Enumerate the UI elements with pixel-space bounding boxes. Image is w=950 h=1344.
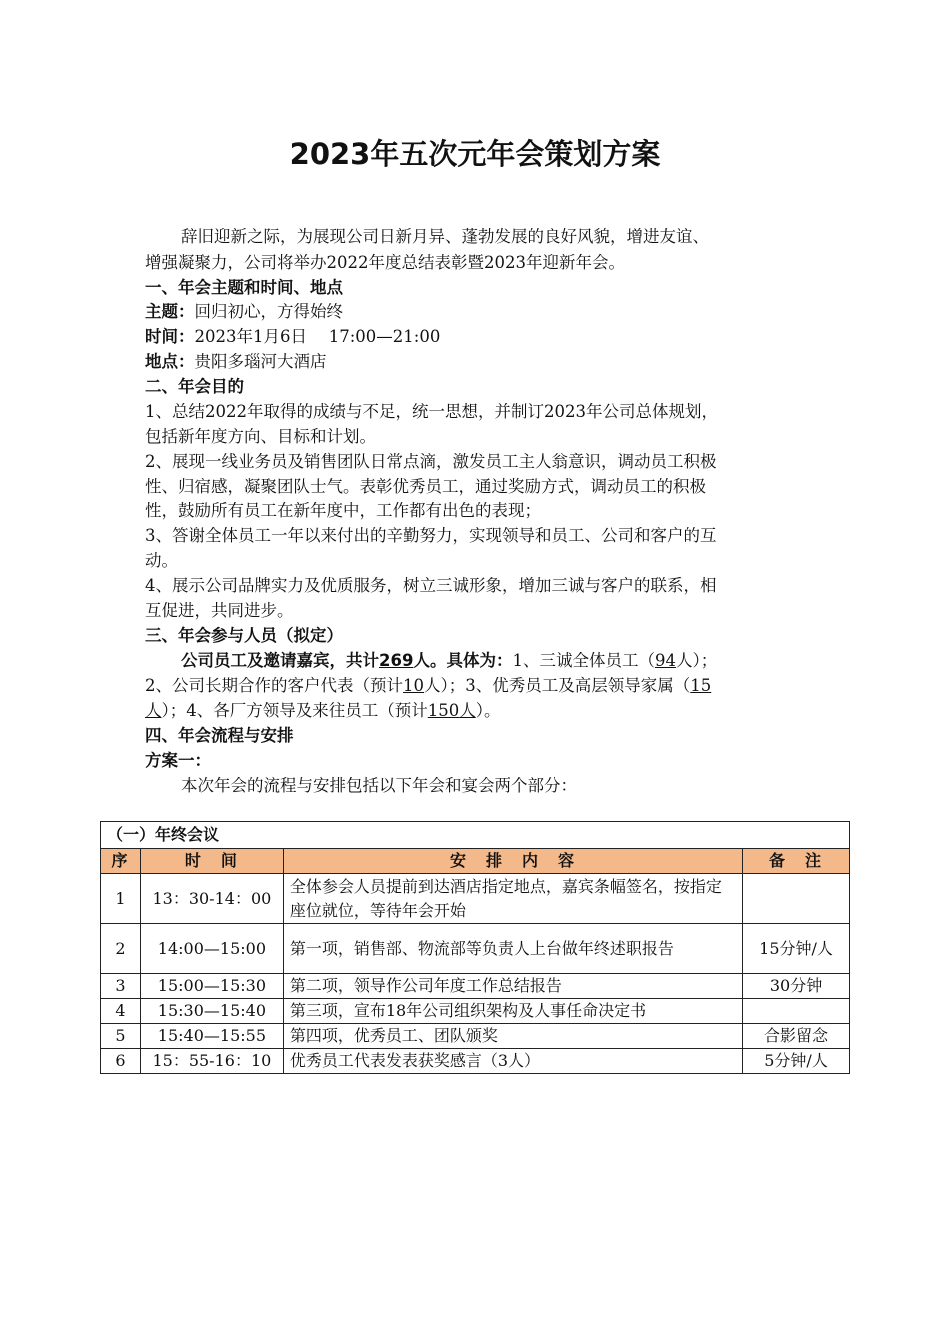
- table-row: [101, 999, 850, 1024]
- cell-time: 15:00—15:30: [140, 974, 283, 999]
- cell-no: 4: [101, 999, 141, 1024]
- participants-item-4b: ）。: [475, 701, 501, 720]
- place-value: 贵阳多瑙河大酒店: [194, 352, 327, 371]
- participants-bold-prefix: 公司员工及邀请嘉宾，共计: [181, 651, 379, 670]
- cell-time: 15：55-16：10: [140, 1049, 283, 1074]
- cell-note: [743, 999, 850, 1024]
- cell-no: 6: [101, 1049, 141, 1074]
- cell-time: 13：30-14：00: [140, 874, 283, 924]
- participants-item-1b: 人）；: [675, 651, 718, 670]
- cell-time: 14:00—15:00: [140, 924, 283, 974]
- cell-content: 全体参会人员提前到达酒店指定地点，嘉宾条幅签名，按指定座位就位，等待年会开始: [283, 874, 742, 924]
- participants-item-2b: 人）；3、优秀员工及高层领导家属（: [424, 676, 691, 695]
- place-label: 地点：: [145, 352, 195, 371]
- cell-no: 3: [101, 974, 141, 999]
- participants-count-2: 10: [403, 676, 424, 695]
- cell-time: 15:40—15:55: [140, 1024, 283, 1049]
- section-2-heading: 二、年会目的: [145, 377, 244, 396]
- table-row: [101, 924, 850, 974]
- purpose-line: 2、展现一线业务员及销售团队日常点滴，激发员工主人翁意识，调动员工积极: [145, 452, 717, 471]
- participants-bold-mid: 人。具体为：: [413, 651, 513, 670]
- plan-label: 方案一：: [145, 751, 211, 770]
- schedule-table: [100, 821, 850, 1074]
- table-row: [101, 1024, 850, 1049]
- table-row: [101, 874, 850, 924]
- participants-count-1: 94: [654, 651, 676, 670]
- participants-item-1a: 1、三诚全体员工（: [512, 651, 655, 670]
- cell-note: 30分钟: [743, 974, 850, 999]
- purpose-line: 1、总结2022年取得的成绩与不足，统一思想，并制订2023年公司总体规划，: [145, 402, 718, 421]
- cell-note: [743, 874, 850, 924]
- cell-time: 15:30—15:40: [140, 999, 283, 1024]
- purpose-line: 性、归宿感，凝聚团队士气。表彰优秀员工，通过奖励方式，调动员工的积极: [145, 477, 706, 496]
- purpose-line: 动。: [145, 551, 178, 570]
- participants-unit-4: 人: [459, 701, 476, 720]
- header-no: 序: [101, 849, 141, 874]
- place-line: [145, 350, 327, 374]
- participants-line-3: [145, 699, 501, 723]
- purpose-line: 包括新年度方向、目标和计划。: [145, 427, 376, 446]
- cell-note: 15分钟/人: [743, 924, 850, 974]
- table-row: [101, 974, 850, 999]
- participants-unit-3: 人: [145, 701, 162, 720]
- purpose-line: 性，鼓励所有员工在新年度中，工作都有出色的表现；: [145, 501, 541, 520]
- page-title: 2023年五次元年会策划方案: [289, 137, 661, 171]
- header-time: 时 间: [140, 849, 283, 874]
- cell-content: 第二项，领导作公司年度工作总结报告: [283, 974, 742, 999]
- section-1-heading: 一、年会主题和时间、地点: [145, 278, 343, 297]
- participants-count-4: 150: [427, 701, 460, 720]
- time-value: 2023年1月6日 17:00—21:00: [194, 327, 441, 346]
- cell-content: 第四项，优秀员工、团队颁奖: [283, 1024, 742, 1049]
- intro-line-2: 增强凝聚力，公司将举办2022年度总结表彰暨2023年迎新年会。: [145, 253, 625, 272]
- purpose-line: 互促进，共同进步。: [145, 601, 294, 620]
- cell-note: 合影留念: [743, 1024, 850, 1049]
- purpose-line: 3、答谢全体员工一年以来付出的辛勤努力，实现领导和员工、公司和客户的互: [145, 526, 717, 545]
- plan-description: 本次年会的流程与安排包括以下年会和宴会两个部分：: [181, 776, 577, 795]
- participants-line-1: [181, 649, 717, 673]
- participants-line-2: [145, 674, 711, 698]
- cell-content: 第三项，宣布18年公司组织架构及人事任命决定书: [283, 999, 742, 1024]
- cell-no: 5: [101, 1024, 141, 1049]
- cell-content: 第一项，销售部、物流部等负责人上台做年终述职报告: [283, 924, 742, 974]
- participants-item-2a: 2、公司长期合作的客户代表（预计: [145, 676, 403, 695]
- section-3-heading: 三、年会参与人员（拟定）: [145, 626, 343, 645]
- table-row: [101, 1049, 850, 1074]
- theme-label: 主题：: [145, 302, 195, 321]
- time-label: 时间：: [145, 327, 195, 346]
- purpose-line: 4、展示公司品牌实力及优质服务，树立三诚形象，增加三诚与客户的联系，相: [145, 576, 717, 595]
- theme-value: 回归初心，方得始终: [194, 302, 343, 321]
- intro-line-1: 辞旧迎新之际，为展现公司日新月异、蓬勃发展的良好风貌，增进友谊、: [181, 227, 709, 246]
- theme-line: [145, 300, 343, 324]
- table-header-row: [101, 849, 850, 874]
- table-caption-row: [101, 822, 850, 849]
- participants-item-4a: ）；4、各厂方领导及来往员工（预计: [161, 701, 428, 720]
- cell-no: 1: [101, 874, 141, 924]
- participants-total: 269: [379, 651, 414, 670]
- header-note: 备 注: [743, 849, 850, 874]
- participants-count-3: 15: [690, 676, 712, 695]
- table-caption: （一）年终会议: [101, 822, 850, 849]
- section-4-heading: 四、年会流程与安排: [145, 726, 294, 745]
- cell-note: 5分钟/人: [743, 1049, 850, 1074]
- time-line: [145, 325, 440, 349]
- cell-no: 2: [101, 924, 141, 974]
- header-content: 安 排 内 容: [283, 849, 742, 874]
- cell-content: 优秀员工代表发表获奖感言（3人）: [283, 1049, 742, 1074]
